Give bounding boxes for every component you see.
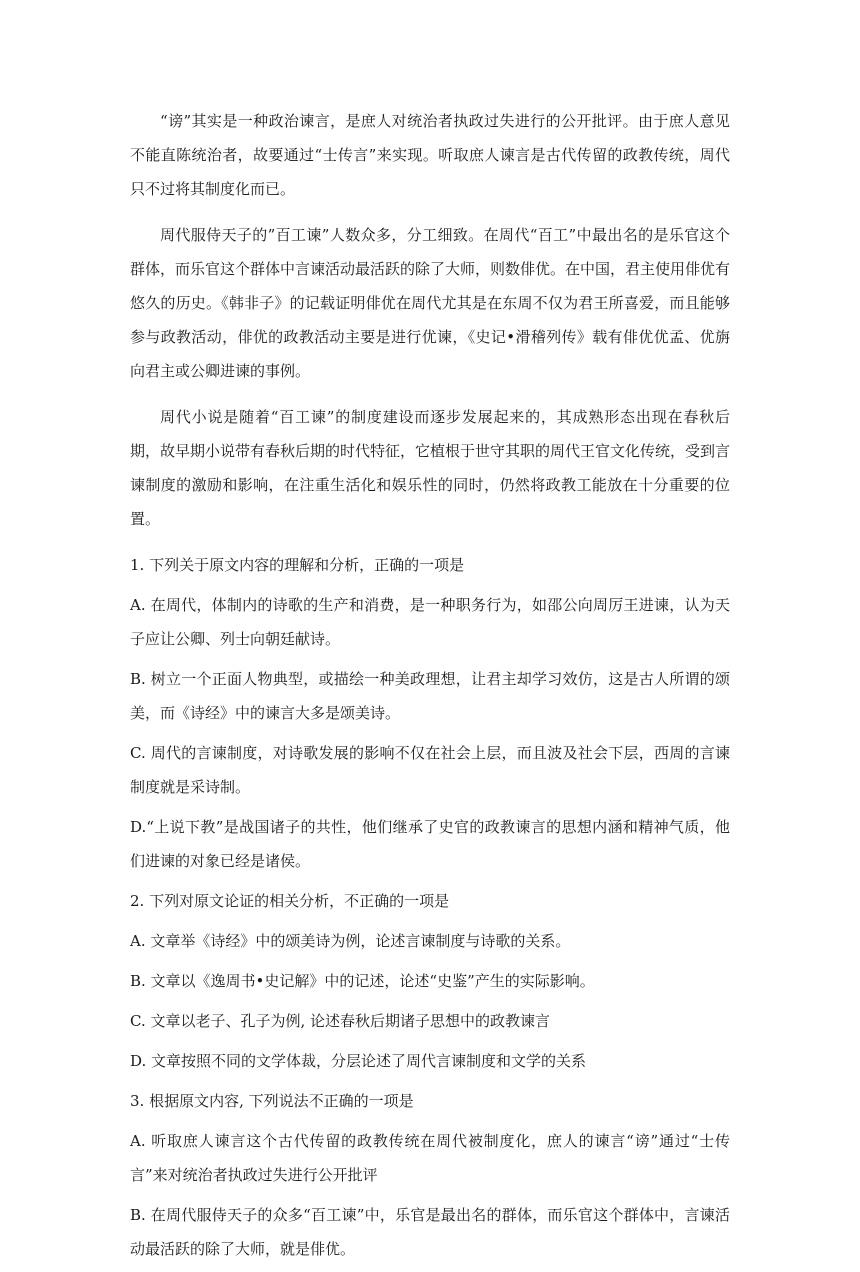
passage-paragraph-3: 周代小说是随着“百工谏”的制度建设而逐步发展起来的，其成熟形态出现在春秋后期，故早期小说带有春秋后期的时代特征，它植根于世守其职的周代王官文化传统，受到言谏制度的激励和影响，在注重生活化和娱乐性的同时，仍然将政教工能放在十分重要的位置。 [130,408,731,528]
question-1-option-b: B. 树立一个正面人物典型，或描绘一种美政理想，让君主却学习效仿，这是古人所谓的颂美，而《诗经》中的谏言大多是颂美诗。 [130,670,730,722]
question-3-stem: 3. 根据原文内容, 下列说法不正确的一项是 [130,1092,414,1110]
question-2-option-b: B. 文章以《逸周书•史记解》中的记述，论述“史鉴”产生的实际影响。 [130,972,595,990]
passage-paragraph-2: 周代服侍天子的”百工谏”人数众多，分工细致。在周代“百工”中最出名的是乐官这个群体，而乐官这个群体中言谏活动最活跃的除了大师，则数俳优。在中国，君主使用俳优有悠久的历史。《韩非子》的记载证明俳优在周代尤其是在东周不仅为君王所喜爱，而且能够参与政教活动，俳优的政教活动主要是进行优谏，《史记•滑稽列传》载有俳优优孟、优旃向君主或公卿进谏的事例。 [130,226,731,380]
question-1-option-a: A. 在周代，体制内的诗歌的生产和消费，是一种职务行为，如邵公向周厉王进谏，认为天子应让公卿、列士向朝廷献诗。 [130,596,730,648]
question-1-option-c: C. 周代的言谏制度，对诗歌发展的影响不仅在社会上层，而且波及社会下层，西周的言谏制度就是采诗制。 [130,744,730,796]
question-2-option-a: A. 文章举《诗经》中的颂美诗为例，论述言谏制度与诗歌的关系。 [130,932,571,950]
question-1-stem: 1. 下列关于原文内容的理解和分析，正确的一项是 [130,556,465,574]
question-3-option-a: A. 听取庶人谏言这个古代传留的政教传统在周代被制度化，庶人的谏言“谤”通过“士传言”来对统治者执政过失进行公开批评 [130,1132,730,1184]
passage-paragraph-1: “谤”其实是一种政治谏言，是庶人对统治者执政过失进行的公开批评。由于庶人意见不能直陈统治者，故要通过“士传言”来实现。听取庶人谏言是古代传留的政教传统，周代只不过将其制度化而已。 [130,112,730,198]
question-2-stem: 2. 下列对原文论证的相关分析，不正确的一项是 [130,892,450,910]
question-2-option-d: D. 文章按照不同的文学体裁，分层论述了周代言谏制度和文学的关系 [130,1052,587,1070]
document-page [130,104,730,1272]
question-2-option-c: C. 文章以老子、孔子为例, 论述春秋后期诸子思想中的政教谏言 [130,1012,551,1030]
question-1-option-d: D.“上说下教”是战国诸子的共性，他们继承了史官的政教谏言的思想内涵和精神气质，他们进谏的对象已经是诸侯。 [130,818,730,870]
question-3-option-b: B. 在周代服侍天子的众多“百工谏”中，乐官是最出名的群体，而乐官这个群体中，言谏活动最活跃的除了大师，就是俳优。 [130,1206,730,1258]
